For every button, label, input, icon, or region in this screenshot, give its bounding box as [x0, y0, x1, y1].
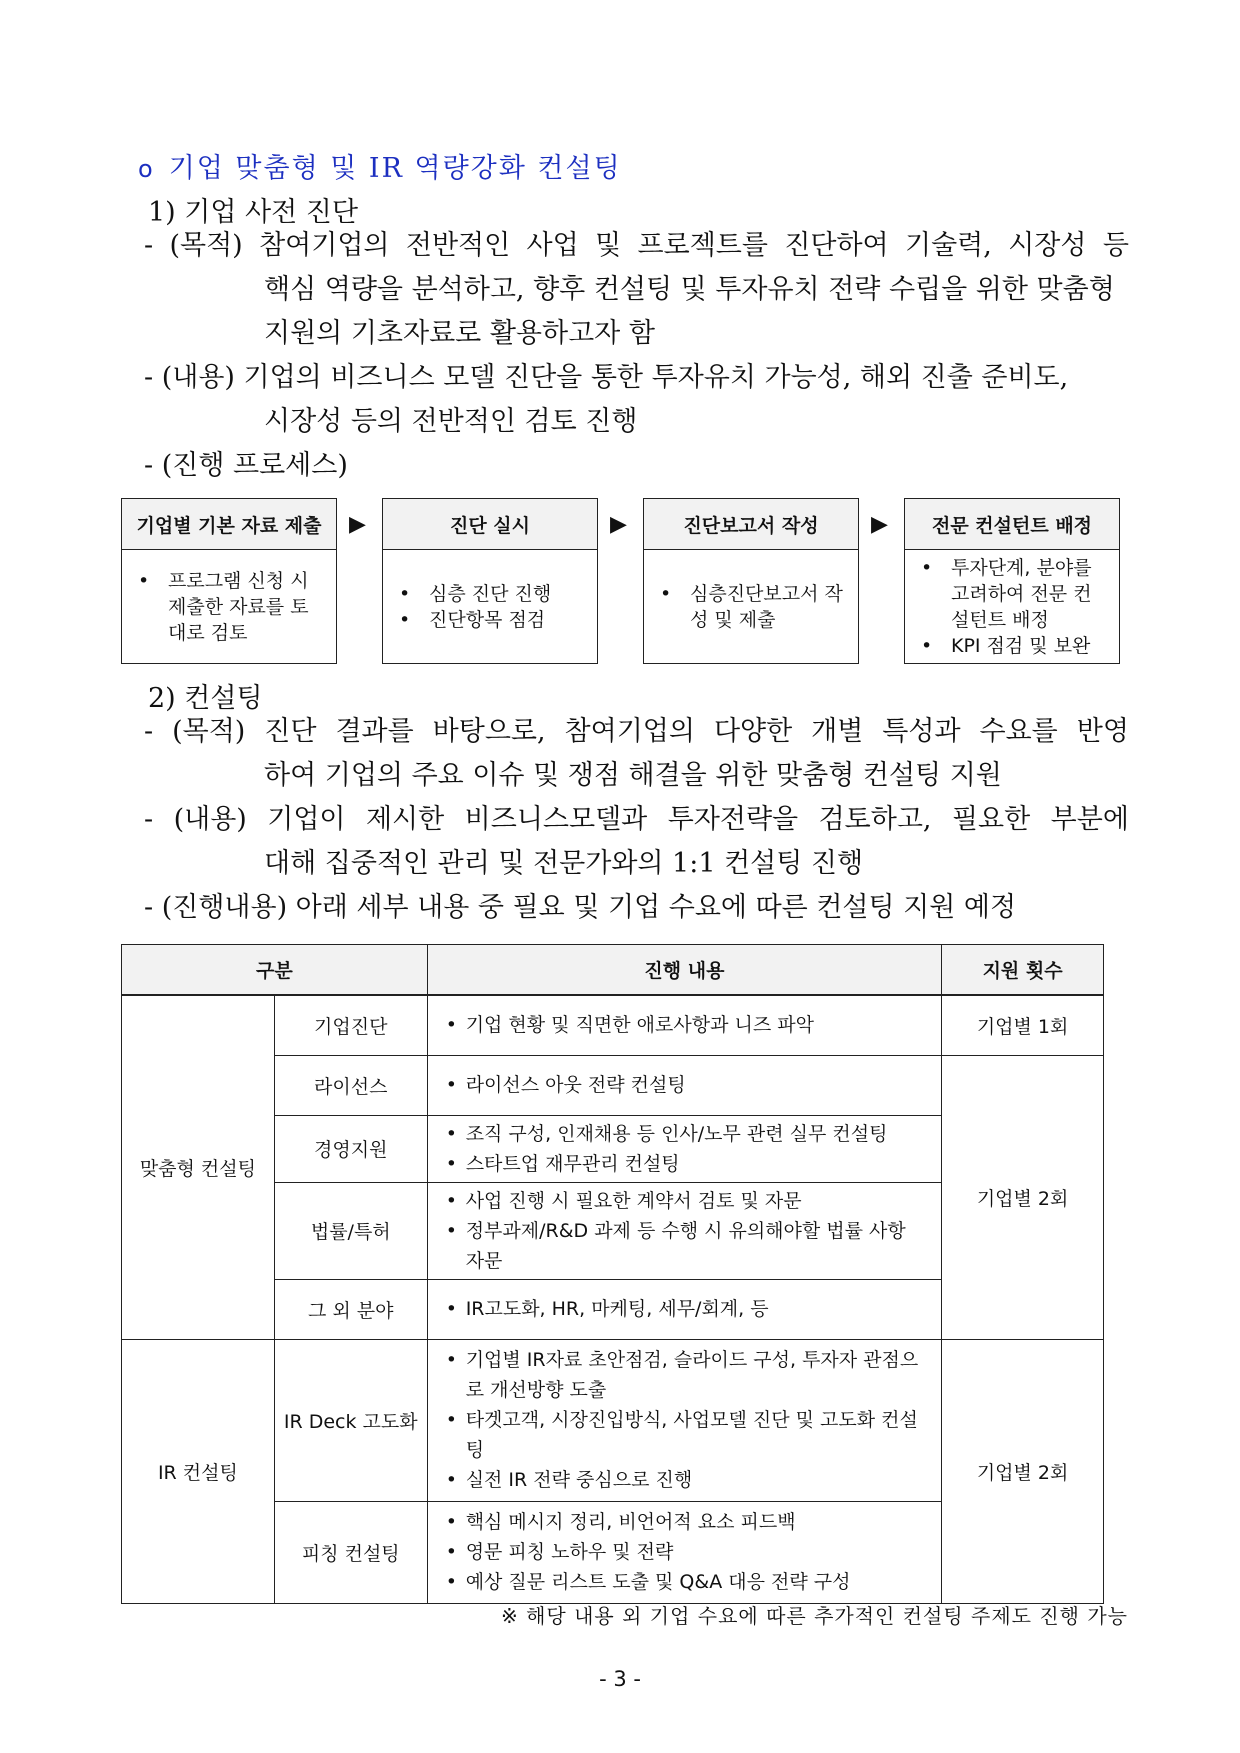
- content-line-1: - (내용) 기업이 제시한 비즈니스모델과 투자전략을 검토하고, 필요한 부분에: [144, 804, 1129, 835]
- process-step-item: • KPI 점검 및 보완: [919, 633, 1109, 659]
- content-item: • 기업별 IR자료 초안점검, 슬라이드 구성, 투자자 관점으로 개선방향 도출: [446, 1345, 929, 1405]
- purpose-line-3: 지원의 기초자료로 활용하고자 함: [264, 318, 655, 349]
- table-row: [122, 1339, 1104, 1501]
- sub-category: 피칭 컨설팅: [274, 1501, 427, 1603]
- arrow-right-icon: ▶: [871, 512, 888, 537]
- header-content: 진행 내용: [427, 945, 941, 996]
- page-number: - 3 -: [599, 1667, 641, 1691]
- process-step-item: • 심층진단보고서 작성 및 제출: [658, 581, 848, 633]
- content-item: • 스타트업 재무관리 컨설팅: [446, 1149, 929, 1179]
- consulting-table: [121, 944, 1104, 1604]
- process-step-item: • 프로그램 신청 시 제출한 자료를 토대로 검토: [136, 568, 326, 646]
- support-count: 기업별 2회: [942, 1339, 1104, 1603]
- process-flow: [121, 498, 1130, 666]
- process-label: - (진행 프로세스): [144, 450, 348, 481]
- process-step-item: • 진단항목 점검: [397, 607, 551, 633]
- sub-category: 그 외 분야: [274, 1279, 427, 1339]
- arrow-right-icon: ▶: [349, 512, 366, 537]
- content-line-1: - (내용) 기업의 비즈니스 모델 진단을 통한 투자유치 가능성, 해외 진출 준비도,: [144, 362, 1069, 393]
- table-header-row: [122, 945, 1104, 996]
- content-item: • 라이선스 아웃 전략 컨설팅: [446, 1070, 929, 1100]
- content-item: • 핵심 메시지 정리, 비언어적 요소 피드백: [446, 1507, 929, 1537]
- content-item: • 예상 질문 리스트 도출 및 Q&A 대응 전략 구성: [446, 1567, 929, 1597]
- process-step-title: 진단보고서 작성: [644, 499, 858, 550]
- header-count: 지원 횟수: [942, 945, 1104, 996]
- sub-category: 경영지원: [274, 1115, 427, 1182]
- consulting-detail: - (진행내용) 아래 세부 내용 중 필요 및 기업 수요에 따른 컨설팅 지원 예정: [144, 892, 1017, 923]
- content-item: • 영문 피칭 노하우 및 전략: [446, 1537, 929, 1567]
- content-item: • 조직 구성, 인재채용 등 인사/노무 관련 실무 컨설팅: [446, 1119, 929, 1149]
- sub-category: 라이선스: [274, 1055, 427, 1115]
- table-row: [122, 995, 1104, 1055]
- purpose-line-1: - (목적) 참여기업의 전반적인 사업 및 프로젝트를 진단하여 기술력, 시장성 등: [144, 230, 1129, 261]
- footnote: ※ 해당 내용 외 기업 수요에 따른 추가적인 컨설팅 주제도 진행 가능: [500, 1604, 1128, 1628]
- process-step-item: • 투자단계, 분야를 고려하여 전문 컨설턴트 배정: [919, 555, 1109, 633]
- content-item: • 타겟고객, 시장진입방식, 사업모델 진단 및 고도화 컨설팅: [446, 1405, 929, 1465]
- heading-text: 기업 맞춤형 및 IR 역량강화 컨설팅: [168, 153, 622, 184]
- support-count: 기업별 1회: [942, 995, 1104, 1055]
- diagnosis-content: [144, 356, 1129, 444]
- content-item: • 사업 진행 시 필요한 계약서 검토 및 자문: [446, 1186, 929, 1216]
- sub-category: 기업진단: [274, 995, 427, 1055]
- process-step-title: 진단 실시: [383, 499, 597, 550]
- group-name: IR 컨설팅: [122, 1339, 275, 1603]
- content-line-2: 대해 집중적인 관리 및 전문가와의 1:1 컨설팅 진행: [264, 848, 864, 879]
- heading-bullet: o: [138, 155, 155, 183]
- purpose-line-2: 하여 기업의 주요 이슈 및 쟁점 해결을 위한 맞춤형 컨설팅 지원: [264, 760, 1002, 791]
- purpose-line-2: 핵심 역량을 분석하고, 향후 컨설팅 및 투자유치 전략 수립을 위한 맞춤형: [264, 274, 1115, 305]
- purpose-line-1: - (목적) 진단 결과를 바탕으로, 참여기업의 다양한 개별 특성과 수요를 반영: [144, 716, 1129, 747]
- process-step-3: [643, 498, 859, 664]
- arrow-right-icon: ▶: [610, 512, 627, 537]
- content-item: • IR고도화, HR, 마케팅, 세무/회계, 등: [446, 1294, 929, 1324]
- process-step-4: [904, 498, 1120, 664]
- content-item: • 정부과제/R&D 과제 등 수행 시 유의해야할 법률 사항 자문: [446, 1216, 929, 1276]
- process-step-1: [121, 498, 337, 664]
- subsection-title-consulting: 2) 컨설팅: [148, 683, 263, 714]
- group-name: 맞춤형 컨설팅: [122, 995, 275, 1339]
- process-step-title: 전문 컨설턴트 배정: [905, 499, 1119, 550]
- diagnosis-purpose: [144, 224, 1129, 356]
- process-step-title: 기업별 기본 자료 제출: [122, 499, 336, 550]
- process-step-item: • 심층 진단 진행: [397, 581, 551, 607]
- consulting-content: [144, 798, 1129, 886]
- process-step-2: [382, 498, 598, 664]
- support-count: 기업별 2회: [942, 1055, 1104, 1339]
- sub-category: IR Deck 고도화: [274, 1339, 427, 1501]
- header-category: 구분: [122, 945, 428, 996]
- content-item: • 실전 IR 전략 중심으로 진행: [446, 1465, 929, 1495]
- content-line-2: 시장성 등의 전반적인 검토 진행: [264, 406, 638, 437]
- consulting-purpose: [144, 710, 1129, 798]
- content-item: • 기업 현황 및 직면한 애로사항과 니즈 파악: [446, 1010, 929, 1040]
- subsection-title-diagnosis: 1) 기업 사전 진단: [148, 197, 358, 228]
- section-heading: [138, 146, 622, 185]
- sub-category: 법률/특허: [274, 1182, 427, 1279]
